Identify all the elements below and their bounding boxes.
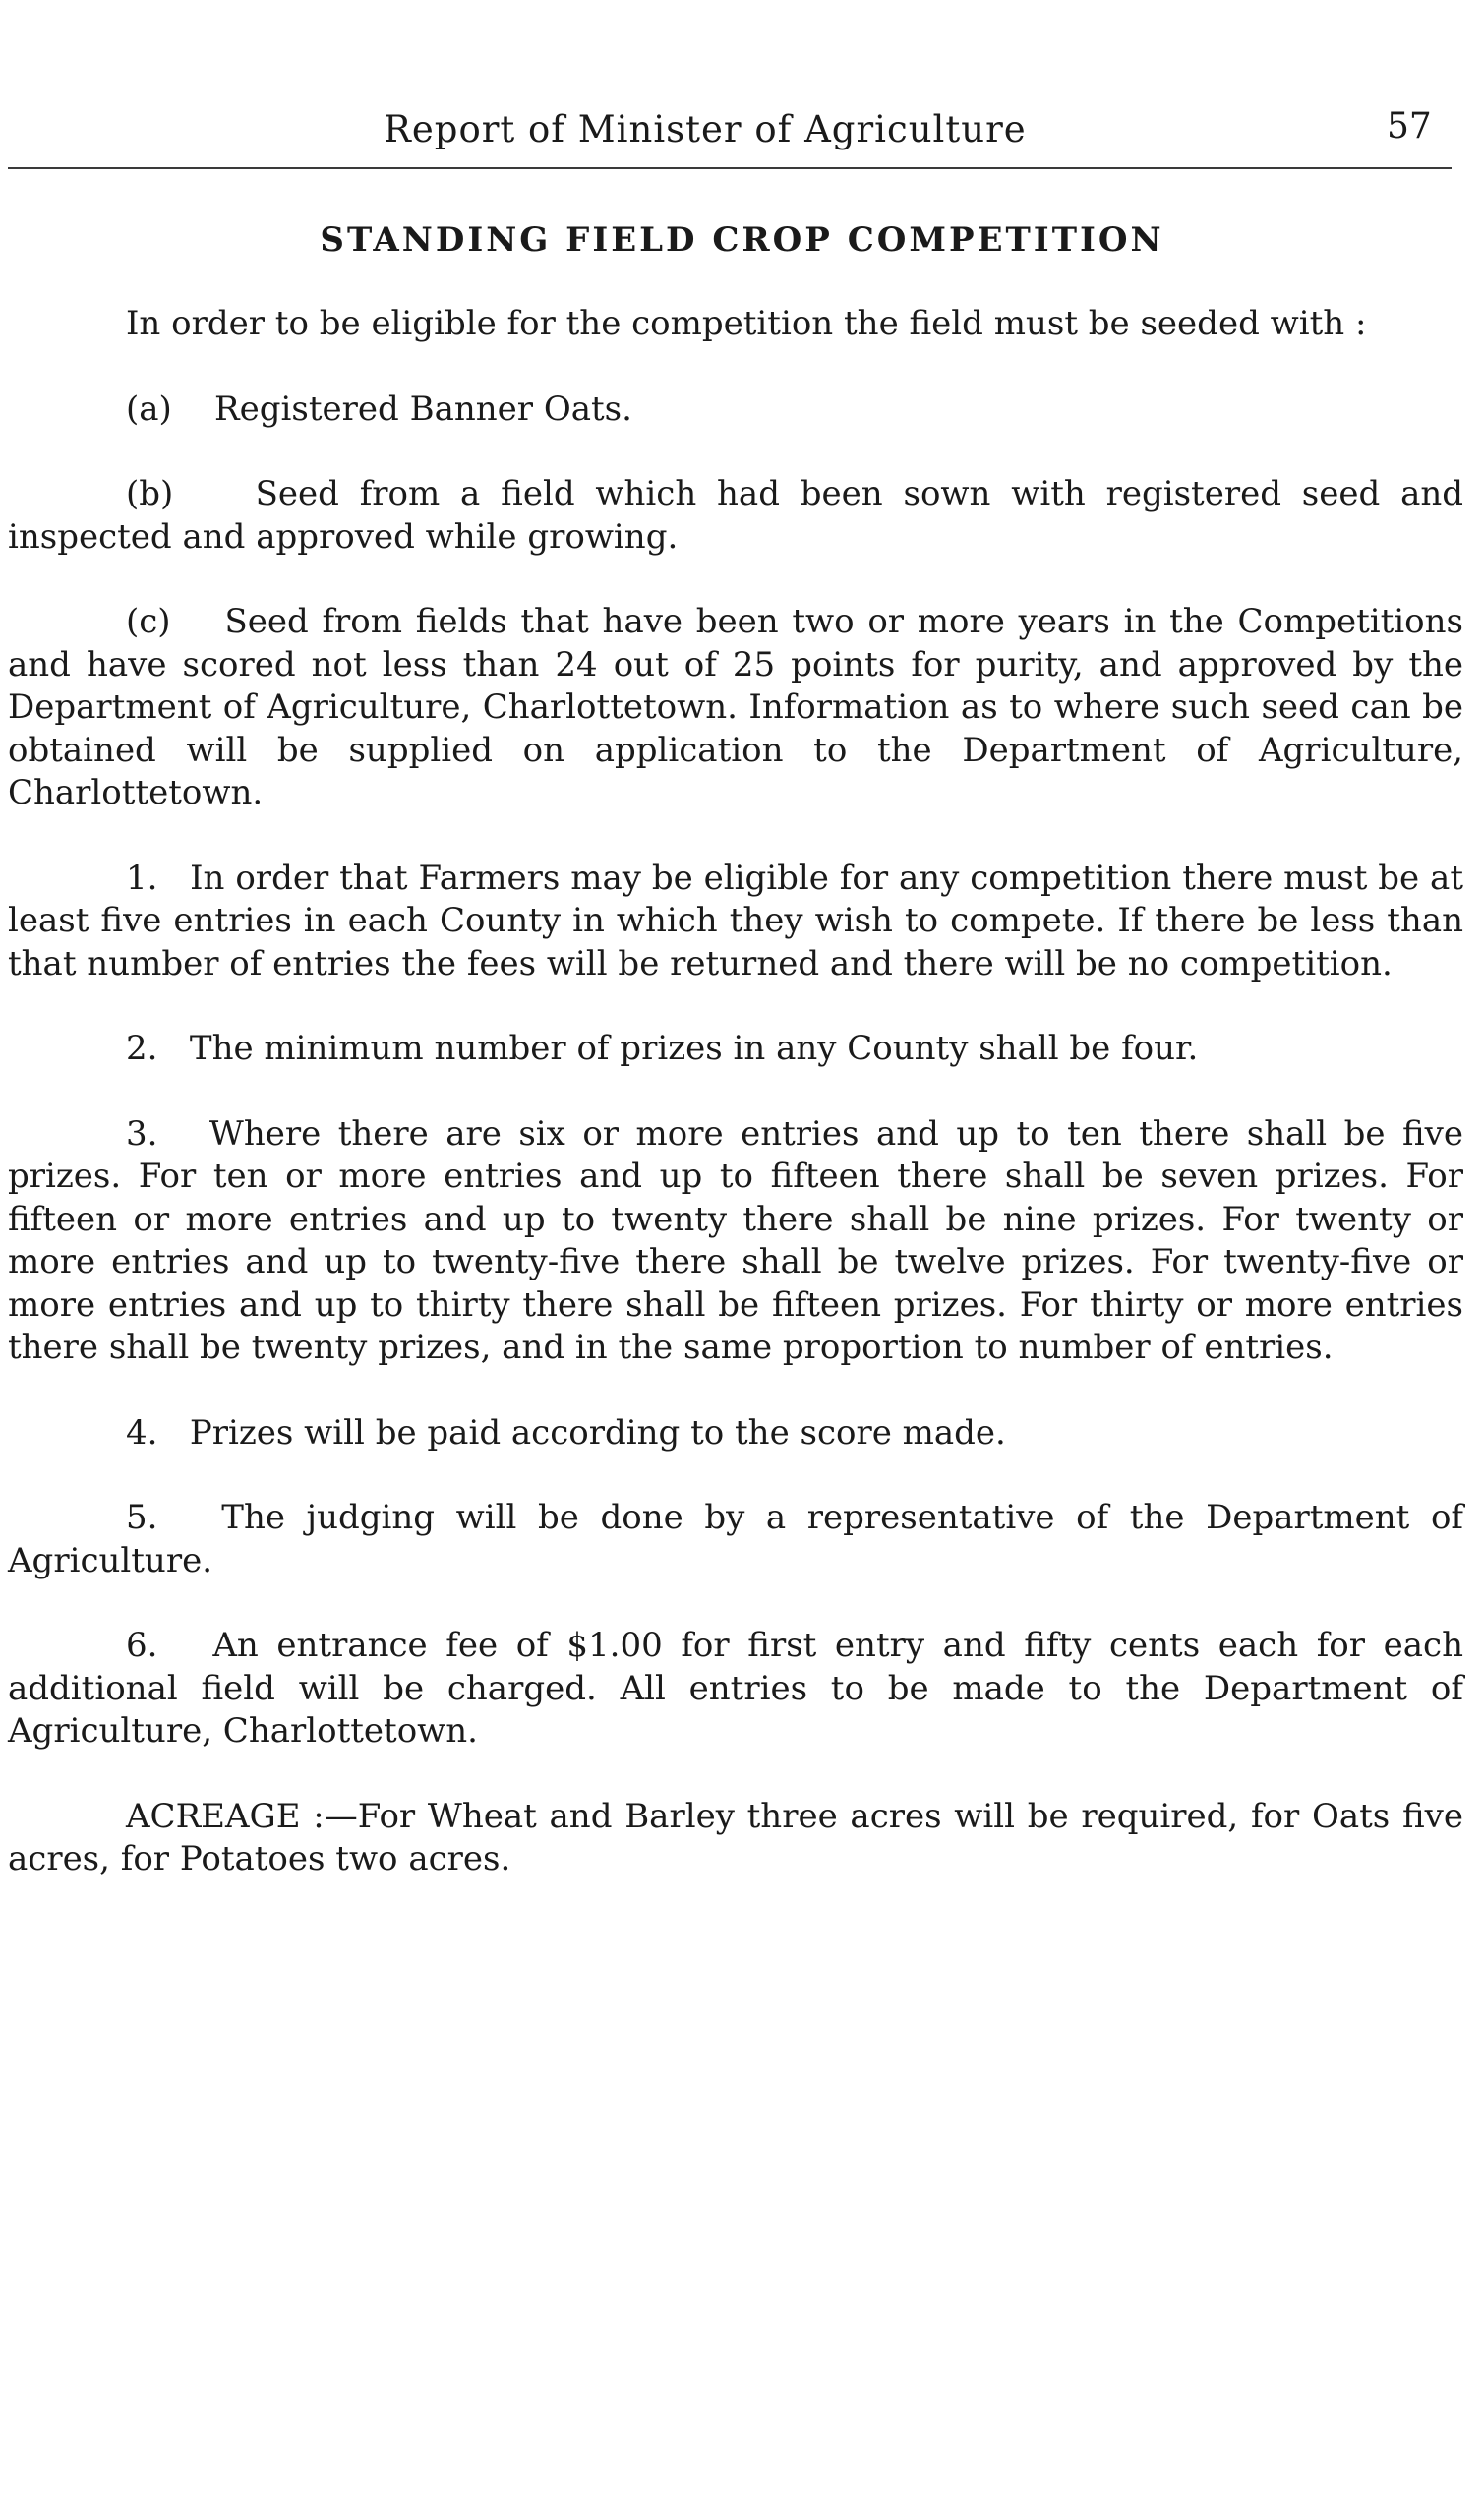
rule-paragraph-1 xyxy=(8,858,1463,986)
rule-number: 3. xyxy=(126,1113,158,1154)
rule-paragraph-4 xyxy=(8,1412,1463,1456)
page-number: 57 xyxy=(1387,106,1432,147)
list-item-tag: (b) xyxy=(126,474,174,513)
rule-number: 6. xyxy=(126,1626,158,1665)
rule-paragraph-2 xyxy=(8,1028,1463,1071)
list-item-b xyxy=(8,473,1463,559)
rule-number: 2. xyxy=(126,1029,158,1068)
list-item-text: Registered Banner Oats. xyxy=(214,388,632,429)
running-header xyxy=(0,102,1484,161)
rule-number: 5. xyxy=(126,1498,158,1537)
list-item-a xyxy=(8,388,1463,432)
rule-text: Prizes will be paid according to the score made. xyxy=(189,1412,1006,1453)
rule-paragraph-6 xyxy=(8,1625,1463,1754)
list-item-text: Seed from a field which had been sown with registered seed and inspected and approved while growing. xyxy=(8,474,1463,557)
intro-paragraph: In order to be eligible for the competition the field must be seeded with : xyxy=(126,304,1367,343)
list-item-tag: (c) xyxy=(126,602,171,641)
running-title: Report of Minister of Agriculture xyxy=(384,108,1027,150)
body-text xyxy=(8,303,1463,1924)
rule-text: In order that Farmers may be eligible for any competition there must be at least five entries in each County in which they wish to compete. If there be less than that number of entries the fees will be returned and there will be no competition. xyxy=(8,858,1463,983)
rule-paragraph-3 xyxy=(8,1113,1463,1370)
rule-text: An entrance fee of $1.00 for first entry and fifty cents each for each additional field will be charged. All entries to be made to the Department of Agriculture, Charlottetown. xyxy=(8,1626,1463,1751)
rule-paragraph-5 xyxy=(8,1497,1463,1582)
rule-number: 1. xyxy=(126,858,158,898)
list-item-tag: (a) xyxy=(126,388,172,429)
rule-text: The minimum number of prizes in any County shall be four. xyxy=(189,1029,1199,1068)
list-item-c xyxy=(8,601,1463,815)
acreage-paragraph: ACREAGE :—For Wheat and Barley three acres will be required, for Oats five acres, for Potatoes two acres. xyxy=(8,1796,1463,1878)
rule-number: 4. xyxy=(126,1412,158,1453)
header-rule xyxy=(8,167,1452,169)
rule-text: The judging will be done by a representative of the Department of Agriculture. xyxy=(8,1498,1463,1580)
list-item-text: Seed from fields that have been two or more years in the Competitions and have scored not less than 24 out of 25 points for purity, and approved by the Department of Agriculture, Charlottetown. Information as to where such seed can be obtained will be supplied on application to the Department of Agriculture, Charlottetown. xyxy=(8,602,1463,812)
rule-text: Where there are six or more entries and up to ten there shall be five prizes. For ten or more entries and up to fifteen there shall be seven prizes. For fifteen or more entries and up to twenty there shall be nine prizes. For twenty or more entries and up to twenty-five there shall be twelve prizes. For twenty-five or more entries and up to thirty there shall be fifteen prizes. For thirty or more entries there shall be twenty prizes, and in the same proportion to number of entries. xyxy=(8,1113,1463,1367)
section-heading: STANDING FIELD CROP COMPETITION xyxy=(320,220,1164,260)
